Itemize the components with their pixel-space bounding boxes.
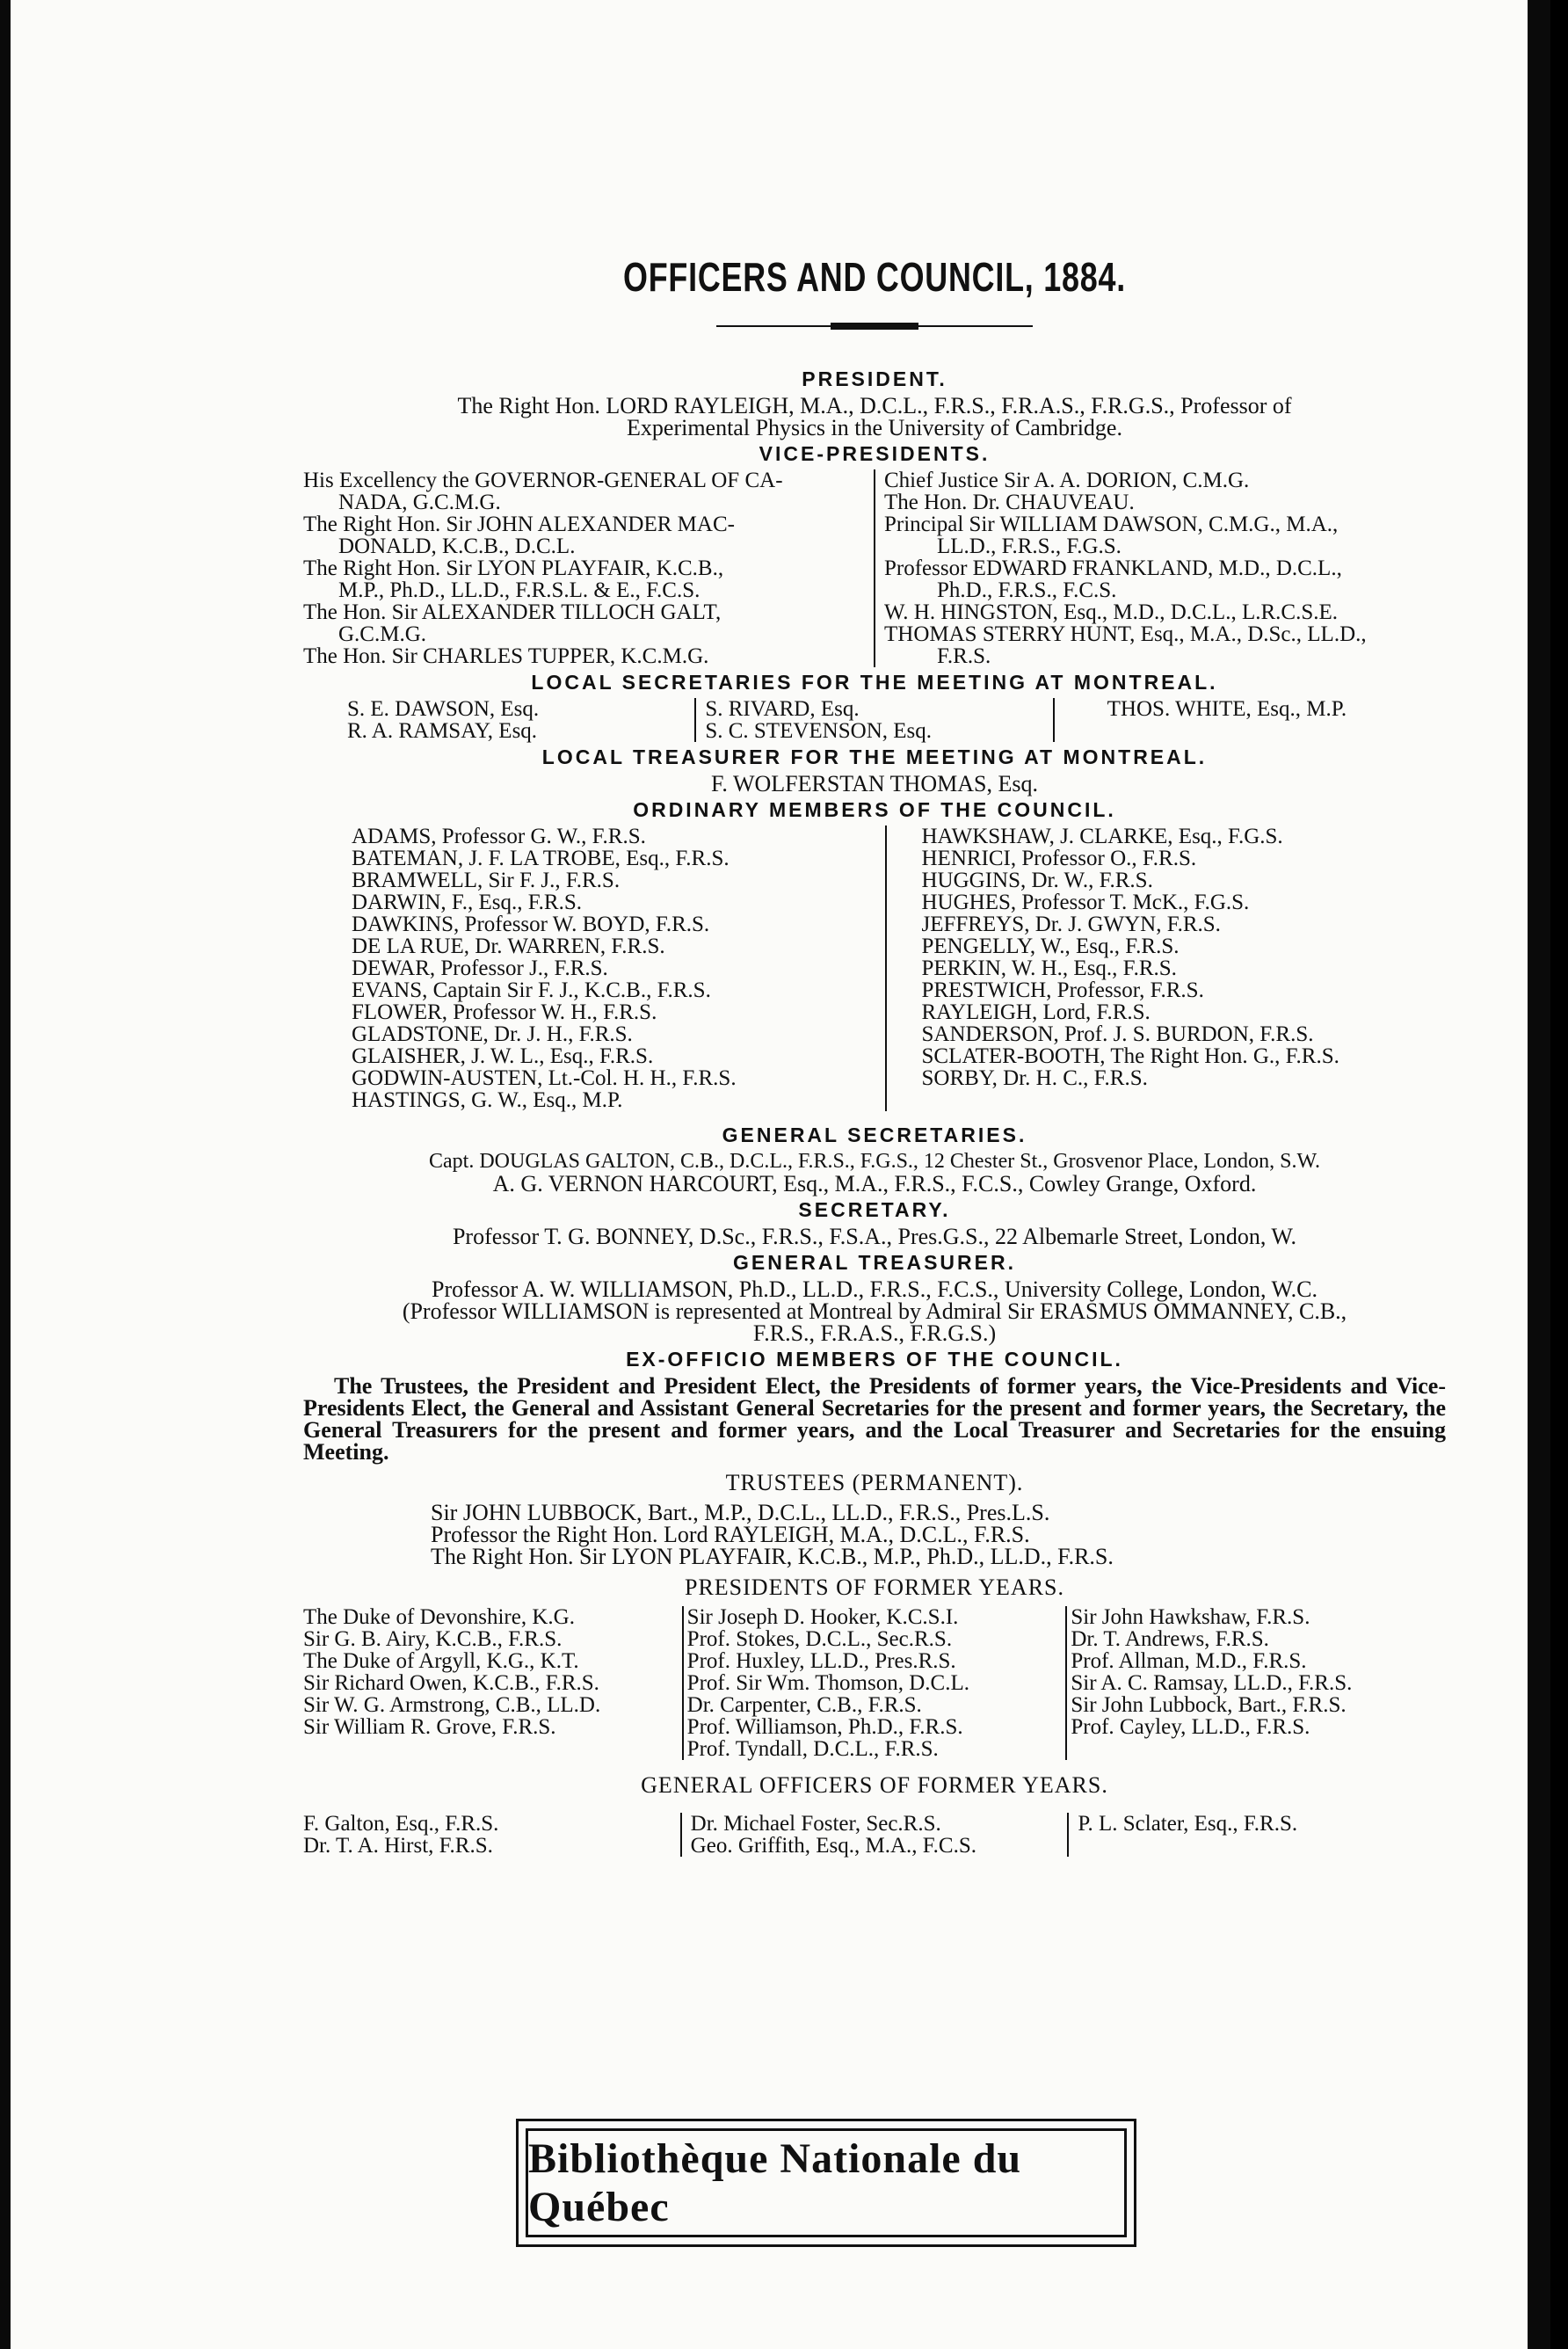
member-entry: DAWKINS, Professor W. BOYD, F.R.S. [352, 913, 710, 936]
member-entry: JEFFREYS, Dr. J. GWYN, F.R.S. [921, 913, 1221, 936]
general-secretaries-line-2: A. G. VERNON HARCOURT, Esq., M.A., F.R.S., F.C.S., Cowley Grange, Oxford. [492, 1171, 1257, 1196]
column-divider [1053, 698, 1055, 742]
local-secretaries-columns [303, 698, 1446, 742]
vice-presidents-left [303, 469, 865, 667]
member-entry: FLOWER, Professor W. H., F.R.S. [352, 1000, 657, 1024]
former-president: Sir John Hawkshaw, F.R.S. [1071, 1605, 1310, 1629]
trustee-entry: Sir JOHN LUBBOCK, Bart., M.P., D.C.L., LL.D., F.R.S., Pres.L.S. [431, 1500, 1050, 1525]
member-entry: HENRICI, Professor O., F.R.S. [921, 847, 1197, 870]
former-president: Dr. T. Andrews, F.R.S. [1071, 1627, 1269, 1651]
member-entry: DARWIN, F., Esq., F.R.S. [352, 891, 583, 914]
former-president: Sir W. G. Armstrong, C.B., LL.D. [303, 1693, 601, 1717]
column-divider [885, 825, 887, 1111]
vp-left-line: The Hon. Sir CHARLES TUPPER, K.C.M.G. [303, 644, 709, 668]
column-divider [680, 1813, 682, 1857]
general-treasurer-heading: GENERAL TREASURER. [733, 1251, 1016, 1274]
member-entry: EVANS, Captain Sir F. J., K.C.B., F.R.S. [352, 978, 711, 1002]
former-president: Prof. Allman, M.D., F.R.S. [1071, 1649, 1307, 1673]
vp-right-line: Professor EDWARD FRANKLAND, M.D., D.C.L., [884, 556, 1342, 580]
local-treasurer-heading: LOCAL TREASURER FOR THE MEETING AT MONTREAL. [541, 745, 1208, 768]
former-officers-col-3 [1078, 1813, 1446, 1857]
member-entry: PENGELLY, W., Esq., F.R.S. [921, 935, 1180, 958]
former-officer: Dr. T. A. Hirst, F.R.S. [303, 1834, 493, 1858]
vp-left-line: The Right Hon. Sir LYON PLAYFAIR, K.C.B., [303, 556, 724, 580]
local-secretary: R. A. RAMSAY, Esq. [347, 719, 538, 743]
column-divider [682, 1606, 684, 1760]
former-president: Prof. Huxley, LL.D., Pres.R.S. [686, 1649, 956, 1673]
trustees-heading: TRUSTEES (PERMANENT). [725, 1470, 1024, 1495]
vp-left-line: The Hon. Sir ALEXANDER TILLOCH GALT, [303, 600, 722, 624]
vice-presidents-heading: VICE-PRESIDENTS. [759, 442, 991, 465]
secretary-heading: SECRETARY. [798, 1198, 951, 1221]
former-president: Dr. Carpenter, C.B., F.R.S. [686, 1693, 922, 1717]
former-presidents-col-3 [1071, 1606, 1446, 1760]
former-president: Prof. Stokes, D.C.L., Sec.R.S. [686, 1627, 953, 1651]
vp-left-line: NADA, G.C.M.G. [338, 491, 501, 514]
member-entry: HUGHES, Professor T. McK., F.G.S. [921, 891, 1250, 914]
local-secretaries-heading: LOCAL SECRETARIES FOR THE MEETING AT MONTREAL. [531, 671, 1218, 694]
library-stamp [516, 2119, 1136, 2247]
secretary-line: Professor T. G. BONNEY, D.Sc., F.R.S., F.S.A., Pres.G.S., 22 Albemarle Street, London, W. [452, 1224, 1297, 1249]
column-divider [1065, 1606, 1067, 1760]
former-officers-heading: GENERAL OFFICERS OF FORMER YEARS. [641, 1772, 1108, 1798]
general-secretaries-line-1: Capt. DOUGLAS GALTON, C.B., D.C.L., F.R.S., F.G.S., 12 Chester St., Grosvenor Place, London, S.W. [429, 1150, 1320, 1173]
member-entry: BATEMAN, J. F. LA TROBE, Esq., F.R.S. [352, 847, 730, 870]
member-entry: DE LA RUE, Dr. WARREN, F.R.S. [352, 935, 665, 958]
former-officer: P. L. Sclater, Esq., F.R.S. [1078, 1812, 1298, 1836]
president-line-1: The Right Hon. LORD RAYLEIGH, M.A., D.C.L., F.R.S., F.R.A.S., F.R.G.S., Professor of [457, 393, 1292, 418]
local-secretaries-col-1 [303, 698, 686, 742]
former-presidents-heading: PRESIDENTS OF FORMER YEARS. [684, 1574, 1064, 1600]
column-divider [694, 698, 696, 742]
former-presidents-columns [303, 1606, 1446, 1760]
vp-right-line: Ph.D., F.R.S., F.C.S. [937, 578, 1117, 602]
former-president: The Duke of Devonshire, K.G. [303, 1605, 575, 1629]
vp-right-line: W. H. HINGSTON, Esq., M.D., D.C.L., L.R.C.S.E. [884, 600, 1339, 624]
general-treasurer-line-2: (Professor WILLIAMSON is represented at Montreal by Admiral Sir ERASMUS OMMANNEY, C.B., [402, 1298, 1347, 1324]
vice-presidents-columns [303, 469, 1446, 667]
member-entry: PERKIN, W. H., Esq., F.R.S. [921, 956, 1177, 980]
local-secretary: S. C. STEVENSON, Esq. [705, 719, 932, 743]
former-president: Sir G. B. Airy, K.C.B., F.R.S. [303, 1627, 563, 1651]
ordinary-members-columns [303, 825, 1446, 1111]
former-officer: Geo. Griffith, Esq., M.A., F.C.S. [690, 1834, 977, 1858]
former-officers-col-2 [691, 1813, 1059, 1857]
scan-right-border [1528, 0, 1550, 2349]
member-entry: BRAMWELL, Sir F. J., F.R.S. [352, 869, 621, 892]
ordinary-members-left [303, 825, 876, 1111]
member-entry: RAYLEIGH, Lord, F.R.S. [921, 1000, 1151, 1024]
president-line-2: Experimental Physics in the University of Cambridge. [627, 415, 1122, 440]
vp-right-line: THOMAS STERRY HUNT, Esq., M.A., D.Sc., LL.D., [884, 622, 1367, 646]
general-treasurer-line-3: F.R.S., F.R.A.S., F.R.G.S.) [752, 1320, 997, 1346]
former-president: Prof. Cayley, LL.D., F.R.S. [1071, 1715, 1310, 1739]
former-president: Sir Richard Owen, K.C.B., F.R.S. [303, 1671, 599, 1695]
former-officers-col-1 [303, 1813, 671, 1857]
vp-right-line: F.R.S. [937, 644, 991, 668]
member-entry: SCLATER-BOOTH, The Right Hon. G., F.R.S. [921, 1044, 1339, 1068]
page-content [303, 253, 1446, 1857]
former-president: Sir William R. Grove, F.R.S. [303, 1715, 556, 1739]
member-entry: PRESTWICH, Professor, F.R.S. [921, 978, 1204, 1002]
title-rule [716, 320, 1033, 332]
vp-left-line: DONALD, K.C.B., D.C.L. [338, 535, 576, 558]
ordinary-members-right [896, 825, 1447, 1111]
vp-left-line: The Right Hon. Sir JOHN ALEXANDER MAC- [303, 513, 735, 536]
scan-left-border [0, 0, 11, 2349]
former-officer: Dr. Michael Foster, Sec.R.S. [690, 1812, 941, 1836]
vp-right-line: LL.D., F.R.S., F.G.S. [937, 535, 1122, 558]
local-secretary: S. RIVARD, Esq. [705, 697, 860, 721]
ordinary-members-heading: ORDINARY MEMBERS OF THE COUNCIL. [633, 798, 1116, 821]
vice-presidents-right [884, 469, 1446, 667]
vp-left-line: G.C.M.G. [338, 622, 427, 646]
member-entry: ADAMS, Professor G. W., F.R.S. [352, 825, 646, 848]
former-president: The Duke of Argyll, K.G., K.T. [303, 1649, 579, 1673]
former-president: Sir John Lubbock, Bart., F.R.S. [1071, 1693, 1347, 1717]
member-entry: GLAISHER, J. W. L., Esq., F.R.S. [352, 1044, 654, 1068]
member-entry: HASTINGS, G. W., Esq., M.P. [352, 1088, 623, 1112]
former-officer: F. Galton, Esq., F.R.S. [303, 1812, 499, 1836]
member-entry: SORBY, Dr. H. C., F.R.S. [921, 1066, 1148, 1090]
general-treasurer-line-1: Professor A. W. WILLIAMSON, Ph.D., LL.D., F.R.S., F.C.S., University College, London, W.C. [432, 1276, 1318, 1302]
general-secretaries-heading: GENERAL SECRETARIES. [722, 1124, 1027, 1146]
former-presidents-col-1 [303, 1606, 679, 1760]
local-secretaries-col-2 [705, 698, 1043, 742]
vp-left-line: His Excellency the GOVERNOR-GENERAL OF CA- [303, 469, 783, 492]
local-treasurer-name: F. WOLFERSTAN THOMAS, Esq. [711, 771, 1038, 796]
local-secretary: THOS. WHITE, Esq., M.P. [1107, 697, 1347, 721]
member-entry: HUGGINS, Dr. W., F.R.S. [921, 869, 1153, 892]
column-divider [874, 469, 875, 667]
former-president: Prof. Williamson, Ph.D., F.R.S. [686, 1715, 963, 1739]
column-divider [1067, 1813, 1069, 1857]
former-president: Sir A. C. Ramsay, LL.D., F.R.S. [1071, 1671, 1353, 1695]
member-entry: GODWIN-AUSTEN, Lt.-Col. H. H., F.R.S. [352, 1066, 737, 1090]
member-entry: HAWKSHAW, J. CLARKE, Esq., F.G.S. [921, 825, 1283, 848]
president-heading: PRESIDENT. [802, 367, 947, 390]
former-presidents-col-2 [687, 1606, 1063, 1760]
former-officers-columns [303, 1813, 1446, 1857]
page-title: OFFICERS AND COUNCIL, 1884. [623, 254, 1126, 300]
member-entry: DEWAR, Professor J., F.R.S. [352, 956, 608, 980]
former-president: Prof. Tyndall, D.C.L., F.R.S. [686, 1737, 939, 1761]
vp-right-line: Chief Justice Sir A. A. DORION, C.M.G. [884, 469, 1250, 492]
document-page [11, 0, 1550, 2349]
ex-officio-text: The Trustees, the President and President Elect, the Presidents of former years, the Vice-Presidents and Vice-Presidents Elect, the General and Assistant General Secretaries for the present and former years, the Secretary, the General Treasurers for the present and former years, and the Local Treasurer and Secretaries for the ensuing Meeting. [303, 1373, 1446, 1465]
trustee-entry: Professor the Right Hon. Lord RAYLEIGH, M.A., D.C.L., F.R.S. [431, 1522, 1030, 1547]
local-secretaries-col-3 [1063, 698, 1446, 742]
trustees-list [303, 1502, 1446, 1567]
member-entry: GLADSTONE, Dr. J. H., F.R.S. [352, 1022, 633, 1046]
vp-left-line: M.P., Ph.D., LL.D., F.R.S.L. & E., F.C.S. [338, 578, 701, 602]
local-secretary: S. E. DAWSON, Esq. [347, 697, 540, 721]
trustee-entry: The Right Hon. Sir LYON PLAYFAIR, K.C.B., M.P., Ph.D., LL.D., F.R.S. [431, 1544, 1114, 1569]
library-stamp-text: Bibliothèque Nationale du Québec [526, 2128, 1127, 2237]
former-president: Prof. Sir Wm. Thomson, D.C.L. [686, 1671, 969, 1695]
vp-right-line: Principal Sir WILLIAM DAWSON, C.M.G., M.A., [884, 513, 1339, 536]
vp-right-line: The Hon. Dr. CHAUVEAU. [884, 491, 1135, 514]
ex-officio-heading: EX-OFFICIO MEMBERS OF THE COUNCIL. [626, 1348, 1123, 1371]
member-entry: SANDERSON, Prof. J. S. BURDON, F.R.S. [921, 1022, 1314, 1046]
former-president: Sir Joseph D. Hooker, K.C.S.I. [686, 1605, 959, 1629]
